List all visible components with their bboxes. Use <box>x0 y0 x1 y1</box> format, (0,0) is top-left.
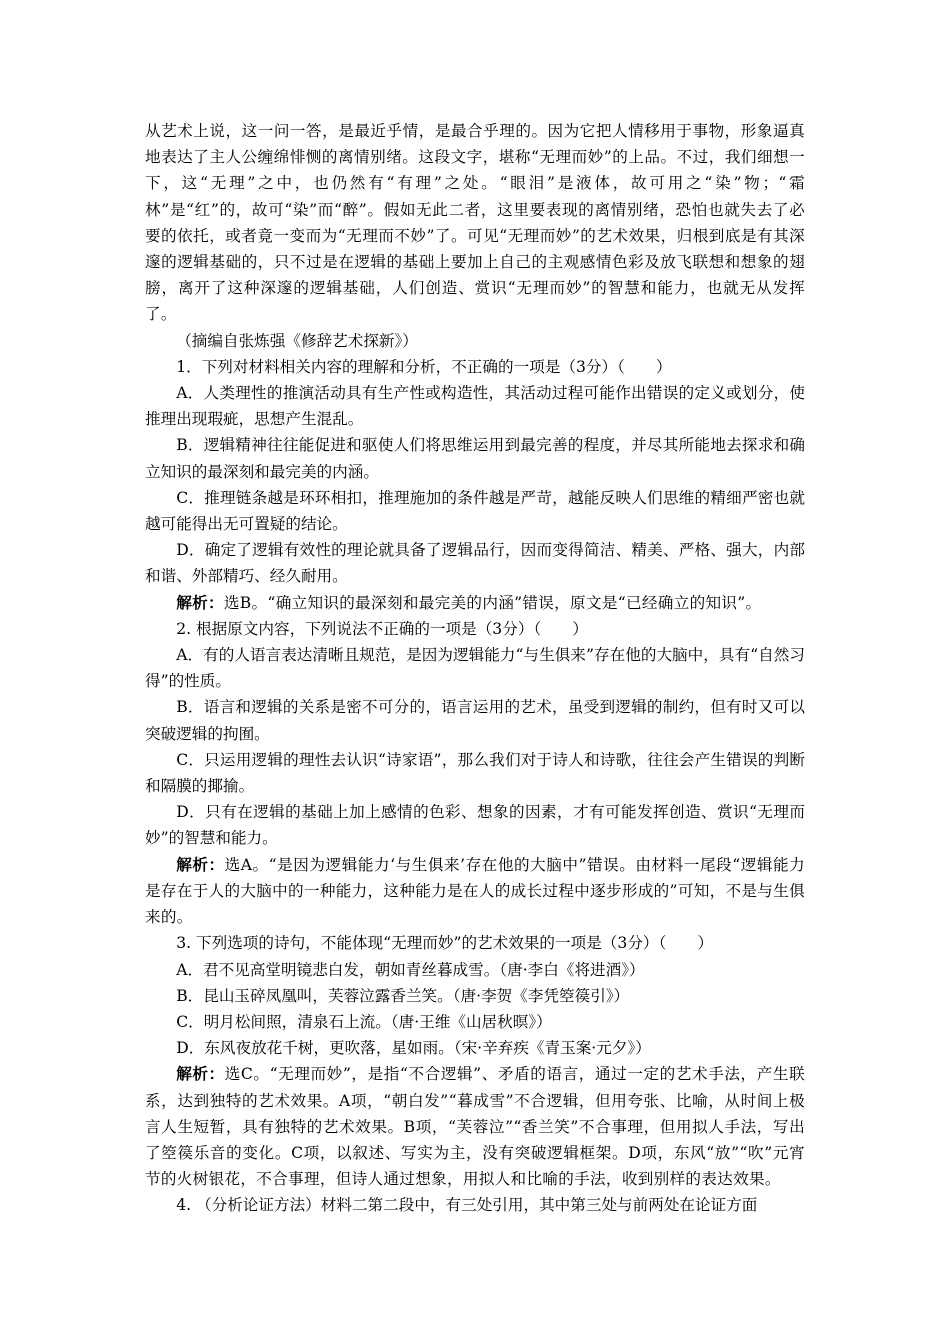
option-c: C．推理链条越是环环相扣，推理施加的条件越是严苛，越能反映人们思维的精细严密也就越可能得出无可置疑的结论。 <box>145 488 805 534</box>
option-b: B．昆山玉碎凤凰叫，芙蓉泣露香兰笑。（唐·李贺《李凭箜篌引》） <box>176 986 630 1005</box>
analysis <box>145 1061 805 1192</box>
analysis <box>145 590 805 616</box>
option-a: A．人类理性的推演活动具有生产性或构造性，其活动过程可能作出错误的定义或划分，使推理出现瑕疵，思想产生混乱。 <box>145 384 805 429</box>
question-1 <box>145 354 805 616</box>
question-stem: 4. （分析论证方法）材料二第二段中，有三处引用，其中第三处与前两处在论证方面 <box>176 1196 758 1215</box>
passage-continuation: 从艺术上说，这一问一答，是最近乎情，是最合乎理的。因为它把人情移用于事物，形象逼真地表达了主人公缠绵悱恻的离情别绪。这段文字，堪称“无理而妙”的上品。不过，我们细想一下，这“无理”之中，也仍然有“有理”之处。“眼泪”是液体，故可用之“染”物；“霜林”是“红”的，故可“染”而“醉”。假如无此二者，这里要表现的离情别绪，恐怕也就失去了必要的依托，或者竟一变而为“无理而不妙”了。可见“无理而妙”的艺术效果，归根到底是有其深邃的逻辑基础的，只不过是在逻辑的基础上要加上自己的主观感情色彩及放飞联想和想象的翅膀，离开了这种深邃的逻辑基础，人们创造、赏识“无理而妙”的智慧和能力，也就无从发挥了。 <box>145 122 805 324</box>
analysis <box>145 852 805 931</box>
analysis-label: 解析： <box>176 1064 225 1084</box>
analysis-text: 选A。“是因为逻辑能力‘与生俱来’存在他的大脑中”错误。由材料一尾段“逻辑能力是存在于人的大脑中的一种能力，这种能力是在人的成长过程中逐步形成的”可知，不是与生俱来的。 <box>145 855 806 927</box>
passage-source: （摘编自张炼强《修辞艺术探新》） <box>176 331 418 350</box>
option-d: D．东风夜放花千树，更吹落，星如雨。（宋·辛弃疾《青玉案·元夕》） <box>176 1039 651 1058</box>
option-a: A．有的人语言表达清晰且规范，是因为逻辑能力“与生俱来”存在他的大脑中，具有“自然习得”的性质。 <box>145 646 805 691</box>
analysis-label: 解析： <box>176 592 224 612</box>
question-3 <box>145 930 805 1192</box>
question-stem: 3. 下列选项的诗句，不能体现“无理而妙”的艺术效果的一项是（3分）（ ） <box>176 934 714 953</box>
document-page <box>145 118 805 1219</box>
analysis-text: 选B。“确立知识的最深刻和最完美的内涵”错误，原文是“已经确立的知识”。 <box>223 593 762 612</box>
option-c: C．只运用逻辑的理性去认识“诗家语”，那么我们对于诗人和诗歌，往往会产生错误的判断和隔膜的揶揄。 <box>145 750 805 796</box>
question-stem: 2. 根据原文内容，下列说法不正确的一项是（3分）（ ） <box>176 619 588 638</box>
option-c: C．明月松间照，清泉石上流。（唐·王维《山居秋暝》） <box>176 1012 552 1031</box>
question-4 <box>145 1192 805 1218</box>
option-b: B．逻辑精神往往能促进和驱使人们将思维运用到最完善的程度，并尽其所能地去探求和确立知识的最深刻和最完美的内涵。 <box>145 436 805 481</box>
option-a: A．君不见高堂明镜悲白发，朝如青丝暮成雪。（唐·李白《将进酒》） <box>176 960 645 979</box>
option-d: D．确定了逻辑有效性的理论就具备了逻辑品行，因而变得简洁、精美、严格、强大，内部和谐、外部精巧、经久耐用。 <box>145 541 805 586</box>
analysis-text: 选C。“无理而妙”，是指“不合逻辑”、矛盾的语言，通过一定的艺术手法，产生联系，达到独特的艺术效果。A项，“朝白发”“暮成雪”不合逻辑，但用夸张、比喻，从时间上极言人生短暂，具有独特的艺术效果。B项，“芙蓉泣”“香兰笑”不合事理，但用拟人手法，写出了箜篌乐音的变化。C项，以叙述、写实为主，没有突破逻辑框架。D项，东风“放”“吹”元宵节的火树银花，不合事理，但诗人通过想象，用拟人和比喻的手法，收到别样的表达效果。 <box>145 1065 805 1189</box>
question-stem: 1．下列对材料相关内容的理解和分析，不正确的一项是（3分）（ ） <box>176 357 672 376</box>
option-b: B．语言和逻辑的关系是密不可分的，语言运用的艺术，虽受到逻辑的制约，但有时又可以突破逻辑的拘囿。 <box>145 698 805 743</box>
question-2 <box>145 616 805 930</box>
option-d: D．只有在逻辑的基础上加上感情的色彩、想象的因素，才有可能发挥创造、赏识“无理而妙”的智慧和能力。 <box>145 803 805 848</box>
analysis-label: 解析： <box>176 854 225 874</box>
